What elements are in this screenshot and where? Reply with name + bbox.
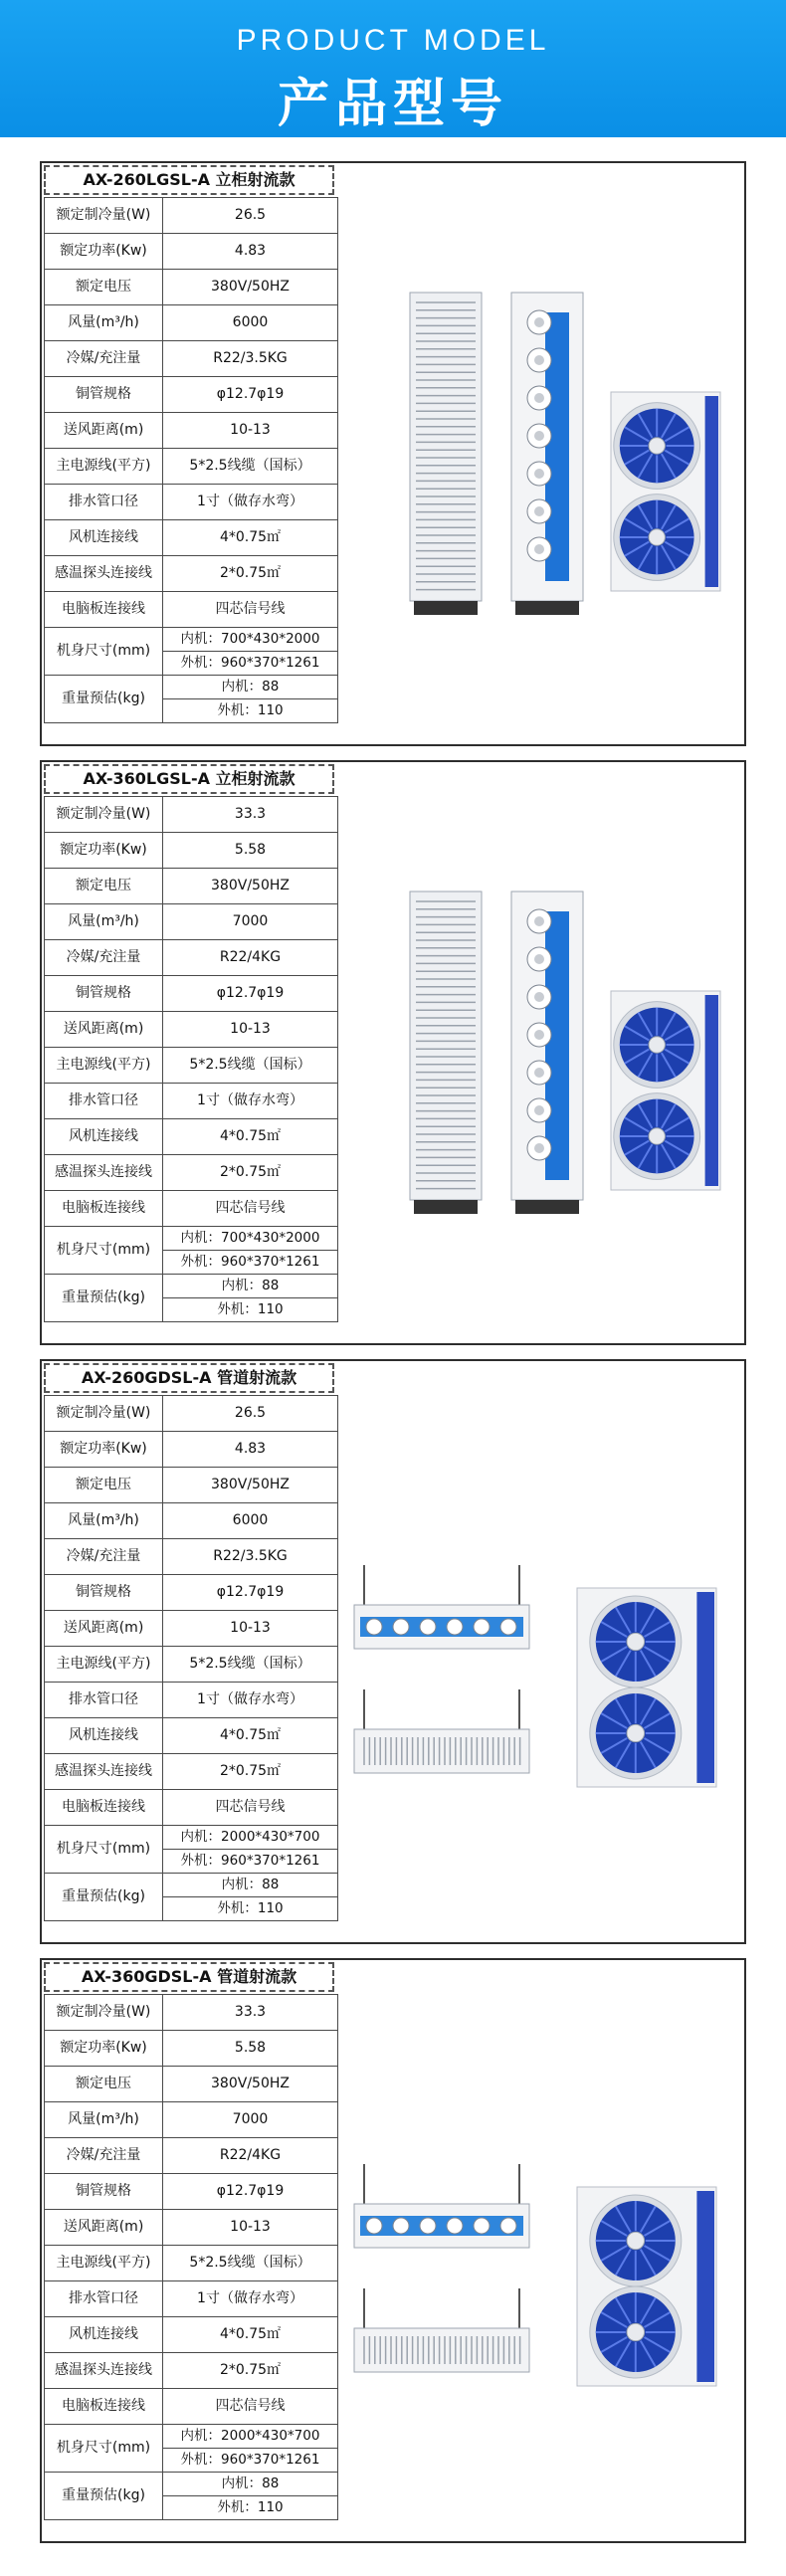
- spec-label: 风机连接线: [45, 2317, 163, 2353]
- spec-row: [45, 485, 338, 520]
- spec-row: [45, 1012, 338, 1048]
- spec-row: [45, 833, 338, 869]
- banner-title-en: PRODUCT MODEL: [236, 24, 550, 57]
- spec-row: [45, 2031, 338, 2067]
- spec-row: [45, 797, 338, 833]
- product-card: [40, 760, 746, 1345]
- spec-row: [45, 1754, 338, 1790]
- spec-row: [45, 198, 338, 234]
- spec-value: 5.58: [163, 833, 338, 869]
- spec-row: [45, 2353, 338, 2389]
- spec-row: [45, 520, 338, 556]
- spec-label: 机身尺寸(mm): [45, 1826, 163, 1874]
- spec-value: 外机：960*370*1261: [163, 1251, 338, 1275]
- spec-row: [45, 413, 338, 449]
- cabinet-unit-illustration: [340, 832, 738, 1270]
- spec-row: [45, 1119, 338, 1155]
- spec-row: [45, 1683, 338, 1718]
- spec-label: 风机连接线: [45, 1119, 163, 1155]
- spec-row: [45, 592, 338, 628]
- spec-label: 额定功率(Kw): [45, 1432, 163, 1468]
- spec-label: 重量预估(kg): [45, 676, 163, 723]
- spec-value: 2*0.75㎡: [163, 556, 338, 592]
- spec-value: R22/4KG: [163, 2138, 338, 2174]
- spec-label: 额定电压: [45, 1468, 163, 1503]
- spec-value: 4*0.75㎡: [163, 1119, 338, 1155]
- spec-label: 冷媒/充注量: [45, 2138, 163, 2174]
- spec-row: [45, 2389, 338, 2425]
- spec-label: 冷媒/充注量: [45, 1539, 163, 1575]
- spec-row: [45, 1191, 338, 1227]
- spec-label: 铜管规格: [45, 377, 163, 413]
- spec-value: 外机：110: [163, 699, 338, 723]
- spec-row: [45, 904, 338, 940]
- spec-value: 外机：110: [163, 1897, 338, 1921]
- spec-label: 机身尺寸(mm): [45, 1227, 163, 1275]
- spec-row: [45, 2246, 338, 2281]
- spec-label: 排水管口径: [45, 1084, 163, 1119]
- spec-label: 风机连接线: [45, 1718, 163, 1754]
- spec-label: 风机连接线: [45, 520, 163, 556]
- spec-row: [45, 556, 338, 592]
- spec-label: 额定功率(Kw): [45, 833, 163, 869]
- spec-label: 送风距离(m): [45, 1611, 163, 1647]
- spec-value: 1寸（做存水弯）: [163, 1683, 338, 1718]
- spec-value: 4*0.75㎡: [163, 2317, 338, 2353]
- spec-value: 外机：110: [163, 2496, 338, 2520]
- duct-unit-illustration: [340, 2030, 738, 2468]
- spec-label: 排水管口径: [45, 485, 163, 520]
- spec-row: [45, 341, 338, 377]
- spec-value: 10-13: [163, 1611, 338, 1647]
- spec-value: 33.3: [163, 797, 338, 833]
- spec-row: [45, 1227, 338, 1251]
- model-title: AX-360GDSL-A 管道射流款: [44, 1962, 334, 1992]
- spec-label: 额定电压: [45, 869, 163, 904]
- spec-value: 2*0.75㎡: [163, 1754, 338, 1790]
- product-card: [40, 1359, 746, 1944]
- spec-value: 7000: [163, 904, 338, 940]
- spec-row: [45, 628, 338, 652]
- spec-value: R22/4KG: [163, 940, 338, 976]
- spec-value: 内机：700*430*2000: [163, 628, 338, 652]
- spec-row: [45, 1084, 338, 1119]
- spec-label: 额定制冷量(W): [45, 1995, 163, 2031]
- spec-label: 机身尺寸(mm): [45, 628, 163, 676]
- header-banner: [0, 0, 786, 137]
- spec-value: 1寸（做存水弯）: [163, 2281, 338, 2317]
- model-title: AX-260GDSL-A 管道射流款: [44, 1363, 334, 1393]
- spec-row: [45, 1718, 338, 1754]
- spec-label: 额定功率(Kw): [45, 2031, 163, 2067]
- spec-row: [45, 1647, 338, 1683]
- spec-value: 内机：2000*430*700: [163, 2425, 338, 2449]
- spec-row: [45, 1611, 338, 1647]
- spec-value: 6000: [163, 305, 338, 341]
- spec-label: 额定制冷量(W): [45, 1396, 163, 1432]
- model-title: AX-260LGSL-A 立柜射流款: [44, 165, 334, 195]
- spec-value: 5*2.5线缆（国标）: [163, 1647, 338, 1683]
- spec-row: [45, 2317, 338, 2353]
- spec-label: 铜管规格: [45, 976, 163, 1012]
- spec-value: 4.83: [163, 234, 338, 270]
- spec-value: 内机：88: [163, 676, 338, 699]
- spec-row: [45, 1396, 338, 1432]
- spec-row: [45, 1155, 338, 1191]
- spec-row: [45, 1790, 338, 1826]
- spec-value: 四芯信号线: [163, 1790, 338, 1826]
- spec-row: [45, 1275, 338, 1298]
- spec-row: [45, 1432, 338, 1468]
- spec-label: 重量预估(kg): [45, 2473, 163, 2520]
- spec-value: 1寸（做存水弯）: [163, 485, 338, 520]
- spec-value: 380V/50HZ: [163, 1468, 338, 1503]
- spec-value: φ12.7φ19: [163, 377, 338, 413]
- spec-row: [45, 676, 338, 699]
- spec-row: [45, 940, 338, 976]
- spec-label: 感温探头连接线: [45, 1754, 163, 1790]
- spec-value: 4.83: [163, 1432, 338, 1468]
- spec-value: 26.5: [163, 1396, 338, 1432]
- spec-label: 额定制冷量(W): [45, 198, 163, 234]
- spec-row: [45, 869, 338, 904]
- spec-label: 冷媒/充注量: [45, 341, 163, 377]
- spec-label: 电脑板连接线: [45, 2389, 163, 2425]
- spec-value: 380V/50HZ: [163, 2067, 338, 2102]
- spec-value: φ12.7φ19: [163, 1575, 338, 1611]
- spec-row: [45, 2473, 338, 2496]
- spec-label: 主电源线(平方): [45, 2246, 163, 2281]
- spec-table: [44, 1994, 338, 2520]
- spec-label: 送风距离(m): [45, 2210, 163, 2246]
- spec-label: 额定电压: [45, 2067, 163, 2102]
- spec-value: 四芯信号线: [163, 1191, 338, 1227]
- spec-value: 2*0.75㎡: [163, 2353, 338, 2389]
- spec-label: 送风距离(m): [45, 1012, 163, 1048]
- spec-row: [45, 234, 338, 270]
- cabinet-unit-illustration: [340, 233, 738, 671]
- spec-label: 主电源线(平方): [45, 1647, 163, 1683]
- spec-label: 铜管规格: [45, 2174, 163, 2210]
- spec-value: 2*0.75㎡: [163, 1155, 338, 1191]
- spec-label: 感温探头连接线: [45, 2353, 163, 2389]
- spec-value: 内机：700*430*2000: [163, 1227, 338, 1251]
- spec-row: [45, 2210, 338, 2246]
- spec-label: 电脑板连接线: [45, 592, 163, 628]
- spec-value: 10-13: [163, 2210, 338, 2246]
- spec-row: [45, 1503, 338, 1539]
- spec-row: [45, 270, 338, 305]
- spec-label: 电脑板连接线: [45, 1790, 163, 1826]
- spec-row: [45, 976, 338, 1012]
- spec-row: [45, 2425, 338, 2449]
- spec-value: φ12.7φ19: [163, 2174, 338, 2210]
- spec-row: [45, 1539, 338, 1575]
- spec-label: 送风距离(m): [45, 413, 163, 449]
- spec-label: 风量(m³/h): [45, 1503, 163, 1539]
- spec-row: [45, 2102, 338, 2138]
- spec-label: 风量(m³/h): [45, 305, 163, 341]
- spec-label: 风量(m³/h): [45, 2102, 163, 2138]
- spec-value: 外机：110: [163, 1298, 338, 1322]
- spec-table: [44, 1395, 338, 1921]
- spec-value: 380V/50HZ: [163, 869, 338, 904]
- spec-value: 四芯信号线: [163, 2389, 338, 2425]
- spec-value: 内机：2000*430*700: [163, 1826, 338, 1850]
- spec-value: R22/3.5KG: [163, 341, 338, 377]
- spec-value: 内机：88: [163, 1275, 338, 1298]
- product-card: [40, 1958, 746, 2543]
- spec-value: 6000: [163, 1503, 338, 1539]
- spec-label: 额定功率(Kw): [45, 234, 163, 270]
- spec-value: 四芯信号线: [163, 592, 338, 628]
- spec-value: 外机：960*370*1261: [163, 652, 338, 676]
- spec-row: [45, 1048, 338, 1084]
- spec-label: 铜管规格: [45, 1575, 163, 1611]
- spec-row: [45, 377, 338, 413]
- spec-label: 感温探头连接线: [45, 1155, 163, 1191]
- spec-label: 排水管口径: [45, 2281, 163, 2317]
- spec-label: 主电源线(平方): [45, 1048, 163, 1084]
- spec-row: [45, 2174, 338, 2210]
- product-card: [40, 161, 746, 746]
- spec-row: [45, 1468, 338, 1503]
- spec-row: [45, 305, 338, 341]
- spec-label: 机身尺寸(mm): [45, 2425, 163, 2473]
- spec-value: 26.5: [163, 198, 338, 234]
- spec-row: [45, 1826, 338, 1850]
- model-title: AX-360LGSL-A 立柜射流款: [44, 764, 334, 794]
- spec-value: 外机：960*370*1261: [163, 2449, 338, 2473]
- spec-row: [45, 2281, 338, 2317]
- spec-value: 5*2.5线缆（国标）: [163, 2246, 338, 2281]
- spec-value: R22/3.5KG: [163, 1539, 338, 1575]
- spec-row: [45, 1995, 338, 2031]
- spec-label: 额定电压: [45, 270, 163, 305]
- spec-table: [44, 197, 338, 723]
- spec-value: 4*0.75㎡: [163, 1718, 338, 1754]
- spec-label: 风量(m³/h): [45, 904, 163, 940]
- spec-label: 电脑板连接线: [45, 1191, 163, 1227]
- spec-value: 10-13: [163, 413, 338, 449]
- spec-label: 重量预估(kg): [45, 1874, 163, 1921]
- spec-value: 33.3: [163, 1995, 338, 2031]
- spec-row: [45, 2067, 338, 2102]
- spec-row: [45, 1874, 338, 1897]
- spec-row: [45, 1575, 338, 1611]
- spec-value: φ12.7φ19: [163, 976, 338, 1012]
- spec-value: 7000: [163, 2102, 338, 2138]
- banner-title-cn: 产品型号: [277, 75, 508, 134]
- spec-value: 5*2.5线缆（国标）: [163, 1048, 338, 1084]
- spec-value: 4*0.75㎡: [163, 520, 338, 556]
- spec-value: 5.58: [163, 2031, 338, 2067]
- spec-label: 重量预估(kg): [45, 1275, 163, 1322]
- spec-label: 排水管口径: [45, 1683, 163, 1718]
- spec-value: 内机：88: [163, 1874, 338, 1897]
- spec-label: 主电源线(平方): [45, 449, 163, 485]
- spec-label: 感温探头连接线: [45, 556, 163, 592]
- spec-label: 额定制冷量(W): [45, 797, 163, 833]
- spec-row: [45, 449, 338, 485]
- spec-value: 外机：960*370*1261: [163, 1850, 338, 1874]
- spec-value: 380V/50HZ: [163, 270, 338, 305]
- spec-row: [45, 2138, 338, 2174]
- duct-unit-illustration: [340, 1431, 738, 1869]
- spec-table: [44, 796, 338, 1322]
- spec-value: 内机：88: [163, 2473, 338, 2496]
- spec-value: 10-13: [163, 1012, 338, 1048]
- spec-label: 冷媒/充注量: [45, 940, 163, 976]
- spec-value: 1寸（做存水弯）: [163, 1084, 338, 1119]
- spec-value: 5*2.5线缆（国标）: [163, 449, 338, 485]
